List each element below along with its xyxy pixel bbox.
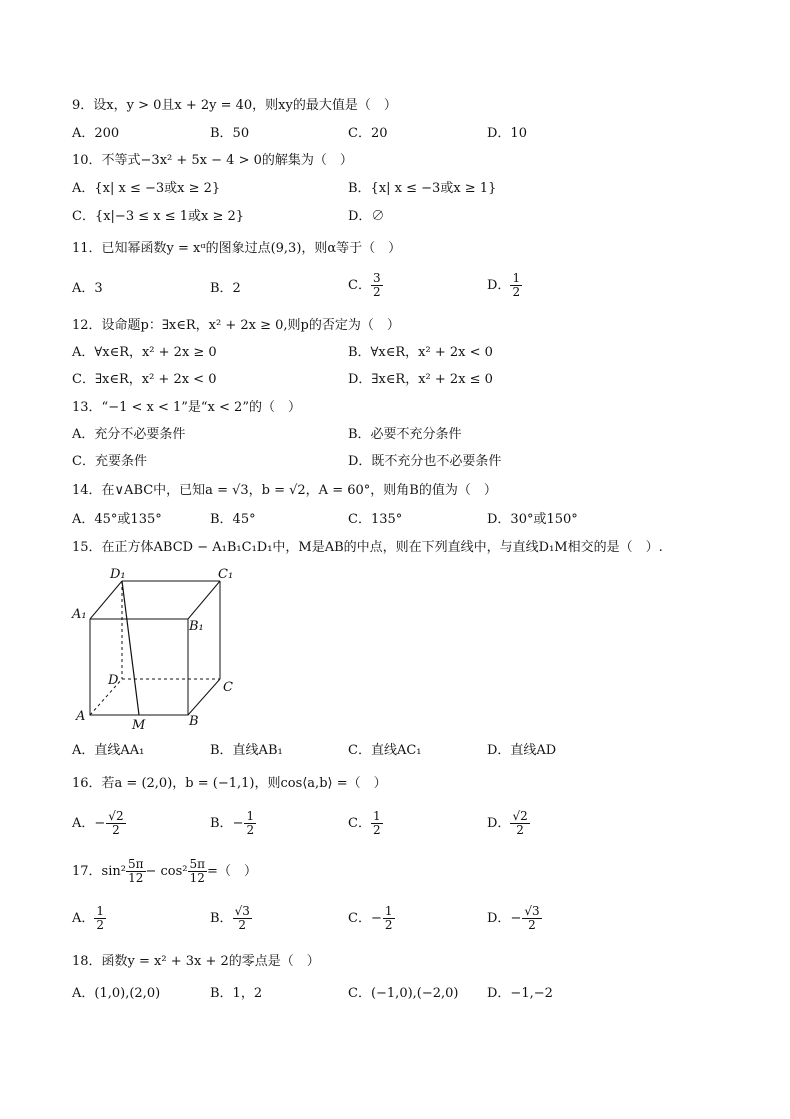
denominator: 2	[372, 285, 381, 299]
minus-sign: −	[510, 911, 522, 926]
q11-option-c	[348, 272, 383, 299]
q17-option-d	[487, 905, 542, 932]
numerator: 5π	[189, 857, 206, 871]
numerator: 1	[384, 904, 393, 918]
label-a1: A₁	[72, 607, 87, 622]
numerator: 1	[512, 271, 521, 285]
q11-option-a: A．3	[72, 281, 103, 296]
cube-edge-a1d1	[90, 581, 122, 619]
fraction	[244, 810, 256, 837]
label-c1: C₁	[218, 567, 234, 582]
denominator: 2	[96, 918, 105, 932]
label-b: B	[189, 714, 199, 729]
stem-prefix: 17．sin²	[72, 864, 126, 879]
fraction	[383, 905, 395, 932]
q15-option-c: C．直线AC₁	[348, 743, 422, 758]
q15-option-a: A．直线AA₁	[72, 743, 145, 758]
q12-option-a: A．∀x∈R，x² + 2x ≥ 0	[72, 345, 217, 360]
label-d1: D₁	[110, 567, 126, 582]
q13-option-d: D．既不充分也不必要条件	[348, 454, 502, 469]
option-label: D．	[487, 911, 511, 926]
label-b1: B₁	[189, 619, 204, 634]
label-a: A	[76, 709, 86, 724]
numerator: 1	[96, 904, 105, 918]
denominator: 2	[516, 823, 524, 837]
q17-option-b	[210, 905, 252, 932]
numerator: 5π	[127, 857, 144, 871]
q14-option-b: B．45°	[210, 512, 256, 527]
q11-option-d-fraction	[510, 272, 522, 299]
q16-option-d	[487, 810, 530, 837]
stem-suffix: =（ ）	[207, 864, 257, 879]
fraction	[233, 905, 252, 932]
q17-option-a	[72, 905, 106, 932]
q10-stem: 10．不等式−3x² + 5x − 4 > 0的解集为（ ）	[72, 153, 353, 168]
q11-option-c-label: C．	[348, 278, 371, 293]
q12-option-d: D．∃x∈R，x² + 2x ≤ 0	[348, 372, 493, 387]
fraction	[126, 858, 146, 885]
q15-option-d: D．直线AD	[487, 743, 557, 758]
denominator: 2	[528, 918, 536, 932]
q10-option-a: A．{x| x ≤ −3或x ≥ 2}	[72, 181, 221, 196]
q9-option-d: D．10	[487, 126, 527, 141]
q12-option-b: B．∀x∈R，x² + 2x < 0	[348, 345, 493, 360]
q13-option-a: A．充分不必要条件	[72, 427, 186, 442]
denominator: 2	[512, 285, 521, 299]
option-label: C．	[348, 816, 371, 831]
q12-option-c: C．∃x∈R，x² + 2x < 0	[72, 372, 217, 387]
option-label: B．	[210, 816, 233, 831]
q14-option-c: C．135°	[348, 512, 403, 527]
q18-option-a: A．(1,0),(2,0)	[72, 986, 161, 1001]
denominator: 12	[128, 871, 144, 885]
minus-sign: −	[370, 911, 382, 926]
numerator: √3	[524, 904, 540, 918]
q17-stem	[72, 858, 257, 885]
q11-option-d	[487, 272, 522, 299]
q15-option-b: B．直线AB₁	[210, 743, 283, 758]
denominator: 2	[112, 823, 120, 837]
cube-edge-bc	[188, 679, 220, 715]
q18-option-b: B．1，2	[210, 986, 263, 1001]
q16-option-b	[210, 810, 256, 837]
q11-option-b: B．2	[210, 281, 241, 296]
q10-option-c: C．{x|−3 ≤ x ≤ 1或x ≥ 2}	[72, 209, 245, 224]
q16-option-a	[72, 810, 126, 837]
fraction	[522, 905, 541, 932]
q13-stem: 13．“−1 < x < 1”是“x < 2”的（ ）	[72, 400, 301, 415]
q11-stem: 11．已知幂函数y = xᵅ的图象过点(9,3)，则α等于（ ）	[72, 241, 402, 256]
option-label: B．	[210, 911, 233, 926]
numerator: 1	[246, 809, 255, 823]
fraction	[94, 905, 106, 932]
line-d1m	[122, 581, 139, 715]
numerator: √2	[108, 809, 124, 823]
q14-stem: 14．在∨ABC中，已知a = √3，b = √2，A = 60°，则角B的值为（ ）	[72, 483, 497, 498]
option-label: C．	[348, 911, 371, 926]
q18-stem: 18．函数y = x² + 3x + 2的零点是（ ）	[72, 954, 320, 969]
q11-option-d-label: D．	[487, 278, 511, 293]
label-c: C	[223, 680, 233, 695]
denominator: 2	[238, 918, 247, 932]
q9-option-b: B．50	[210, 126, 250, 141]
cube-figure	[70, 563, 250, 733]
fraction	[371, 810, 383, 837]
numerator: 3	[372, 271, 381, 285]
q9-option-c: C．20	[348, 126, 388, 141]
q11-option-c-fraction	[371, 272, 383, 299]
fraction	[510, 810, 529, 837]
numerator: √2	[512, 809, 528, 823]
q17-option-c	[348, 905, 395, 932]
minus-sign: −	[232, 816, 244, 831]
q18-option-d: D．−1,−2	[487, 986, 553, 1001]
label-d: D	[108, 673, 119, 688]
option-label: D．	[487, 816, 511, 831]
q9-option-a: A．200	[72, 126, 120, 141]
numerator: √3	[234, 904, 250, 918]
option-label: A．	[72, 911, 95, 926]
minus-sign: −	[94, 816, 106, 831]
option-label: A．	[72, 816, 95, 831]
fraction	[188, 858, 208, 885]
q12-stem: 12．设命题p：∃x∈R，x² + 2x ≥ 0,则p的否定为（ ）	[72, 318, 400, 333]
denominator: 2	[372, 823, 381, 837]
denominator: 2	[246, 823, 255, 837]
q10-option-d: D．∅	[348, 209, 385, 224]
denominator: 12	[189, 871, 205, 885]
q14-option-d: D．30°或150°	[487, 512, 578, 527]
q16-stem: 16．若a = (2,0)，b = (−1,1)，则cos⟨a,b⟩ =（ ）	[72, 776, 387, 791]
q14-option-a: A．45°或135°	[72, 512, 162, 527]
fraction	[106, 810, 125, 837]
cube-edge-b1c1	[188, 581, 220, 619]
q10-option-b: B．{x| x ≤ −3或x ≥ 1}	[348, 181, 497, 196]
cube-front-face	[90, 619, 188, 715]
stem-middle: − cos²	[145, 864, 188, 879]
denominator: 2	[384, 918, 393, 932]
q16-option-c	[348, 810, 383, 837]
label-m: M	[132, 718, 146, 733]
q18-option-c: C．(−1,0),(−2,0)	[348, 986, 459, 1001]
q13-option-b: B．必要不充分条件	[348, 427, 462, 442]
q13-option-c: C．充要条件	[72, 454, 147, 469]
numerator: 1	[372, 809, 381, 823]
q15-stem: 15．在正方体ABCD − A₁B₁C₁D₁中，M是AB的中点，则在下列直线中，与直线D₁M相交的是（ ）.	[72, 540, 663, 555]
q9-stem: 9．设x，y > 0且x + 2y = 40，则xy的最大值是（ ）	[72, 98, 397, 113]
